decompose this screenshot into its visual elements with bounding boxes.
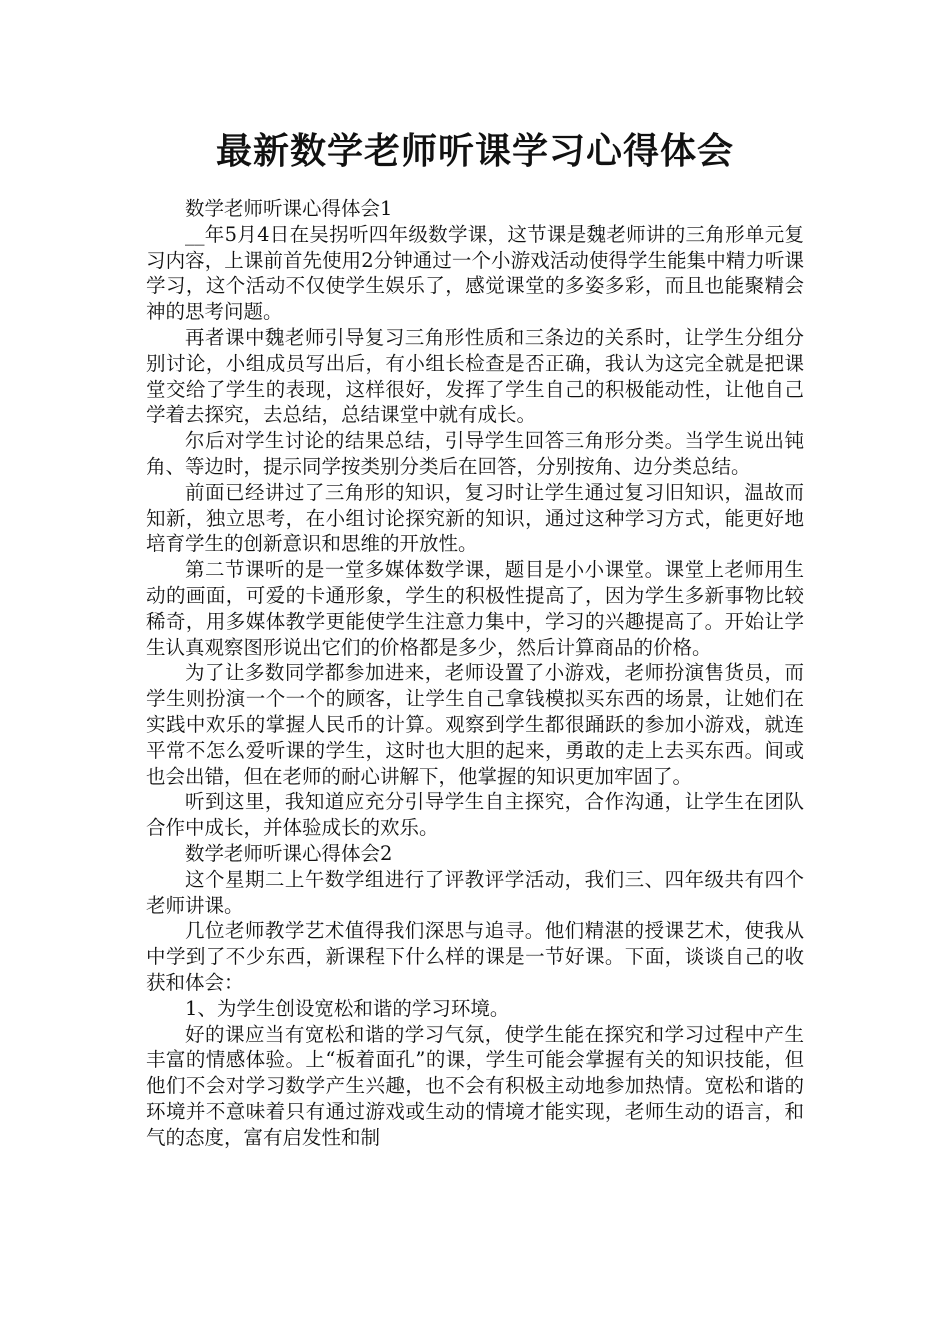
paragraph: 前面已经讲过了三角形的知识，复习时让学生通过复习旧知识，温故而知新，独立思考，在小组讨论探究新的知识，通过这种学习方式，能更好地培育学生的创新意识和思维的开放性。 (146, 480, 804, 556)
paragraph: 尔后对学生讨论的结果总结，引导学生回答三角形分类。当学生说出钝角、等边时，提示同学按类别分类后在回答，分别按角、边分类总结。 (146, 429, 804, 478)
paragraph-heading-2: 数学老师听课心得体会2 (185, 841, 393, 865)
document-title: 最新数学老师听课学习心得体会 (215, 131, 734, 172)
document-body (146, 196, 804, 1150)
paragraph: 为了让多数同学都参加进来，老师设置了小游戏，老师扮演售货员，而学生则扮演一个一个的顾客，让学生自己拿钱模拟买东西的场景，让她们在实践中欢乐的掌握人民币的计算。观察到学生都很踊跃的参加小游戏，就连平常不怎么爱听课的学生，这时也大胆的起来，勇敢的走上去买东西。间或也会出错，但在老师的耐心讲解下，他掌握的知识更加牢固了。 (146, 661, 804, 788)
paragraph: 好的课应当有宽松和谐的学习气氛，使学生能在探究和学习过程中产生丰富的情感体验。上“板着面孔”的课，学生可能会掌握有关的知识技能，但他们不会对学习数学产生兴趣，也不会有积极主动地参加热情。宽松和谐的环境并不意味着只有通过游戏或生动的情境才能实现，老师生动的语言，和气的态度，富有启发性和制 (146, 1022, 804, 1149)
paragraph: 这个星期二上午数学组进行了评教评学活动，我们三、四年级共有四个老师讲课。 (146, 867, 804, 917)
paragraph: 再者课中魏老师引导复习三角形性质和三条边的关系时，让学生分组分别讨论，小组成员写出后，有小组长检查是否正确，我认为这完全就是把课堂交给了学生的表现，这样很好，发挥了学生自己的积极能动性，让他自己学着去探究，去总结，总结课堂中就有成长。 (146, 325, 804, 427)
paragraph: 几位老师教学艺术值得我们深思与追寻。他们精湛的授课艺术，使我从中学到了不少东西，新课程下什么样的课是一节好课。下面，谈谈自己的收获和体会： (146, 919, 804, 994)
list-item: 1、为学生创设宽松和谐的学习环境。 (185, 996, 510, 1020)
paragraph: 第二节课听的是一堂多媒体数学课，题目是小小课堂。课堂上老师用生动的画面，可爱的卡通形象，学生的积极性提高了，因为学生多新事物比较稀奇，用多媒体教学更能使学生注意力集中，学习的兴趣提高了。开始让学生认真观察图形说出它们的价格都是多少，然后计算商品的价格。 (146, 558, 804, 659)
paragraph-heading-1: 数学老师听课心得体会1 (185, 197, 393, 220)
paragraph: __年5月4日在吴拐听四年级数学课，这节课是魏老师讲的三角形单元复习内容，上课前首先使用2分钟通过一个小游戏活动使得学生能集中精力听课学习，这个活动不仅使学生娱乐了，感觉课堂的多姿多彩，而且也能聚精会神的思考问题。 (146, 222, 804, 324)
paragraph: 听到这里，我知道应充分引导学生自主探究，合作沟通，让学生在团队合作中成长，并体验成长的欢乐。 (146, 790, 804, 840)
